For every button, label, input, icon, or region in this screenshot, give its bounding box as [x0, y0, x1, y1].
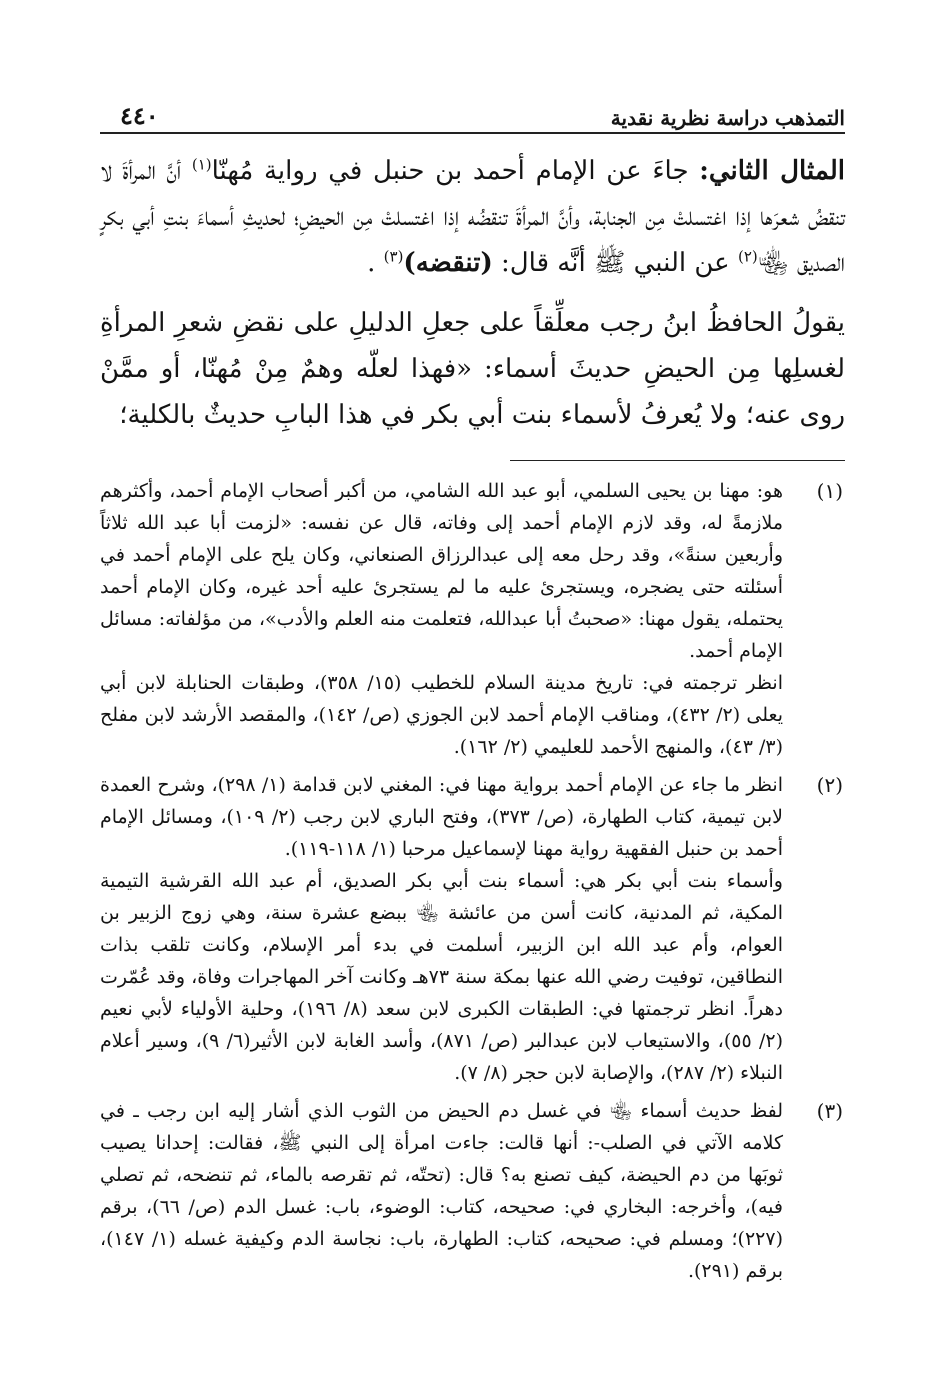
book-page [100, 92, 845, 1362]
page-header [100, 92, 845, 134]
main-text [100, 148, 845, 438]
running-title: التمذهب دراسة نظرية نقدية [610, 106, 845, 130]
footnote-3 [100, 1095, 845, 1287]
paragraph-text: أنَّ المرأةَ لا تنقضُ شعرَها إذا اغتسلتْ مِن الجنابة، وأنَّ المرأةَ تنقضُه إذا اغتسلتْ مِن الحيضِ؛ لحديثِ أسماءَ بنتِ أبي بكرٍ الصديق ﵄ [100, 156, 845, 278]
paragraph-text: . [367, 248, 384, 278]
footnote-paragraph: انظر ما جاء عن الإمام أحمد برواية مهنا في: المغني لابن قدامة (١/ ٢٩٨)، وشرح العمدة لابن تيمية، كتاب الطهارة، (ص/ ٣٧٣)، وفتح الباري لابن رجب (٢/ ١٠٩)، ومسائل الإمام أحمد بن حنبل الفقهية رواية مهنا لإسماعيل مرحبا (١/ ١١٨-١١٩). [100, 774, 783, 860]
footnote-paragraph: انظر ترجمته في: تاريخ مدينة السلام للخطيب (١٥/ ٣٥٨)، وطبقات الحنابلة لابن أبي يعلى (٢/ ٤٣٢)، ومناقب الإمام أحمد لابن الجوزي (ص/ ١٤٢)، والمقصد الأرشد لابن مفلح (٣/ ٤٣)، والمنهج الأحمد للعليمي (٢/ ١٦٢). [100, 672, 783, 758]
paragraph-example-two [100, 148, 845, 286]
footnote-separator [510, 460, 845, 461]
page-number: ٤٤٠ [120, 101, 159, 130]
paragraph-ibn-rajab: يقولُ الحافظُ ابنُ رجب معلِّقاً على جعلِ الدليلِ على نقضِ شعرِ المرأةِ لغسلِها مِن الحيضِ حديثَ أسماء: «فهذا لعلّه وهمٌ مِنْ مُهنّا، أو ممَّنْ روى عنه؛ ولا يُعرفُ لأسماء بنت أبي بكر في هذا البابِ حديثٌ بالكلية؛ [100, 308, 845, 430]
footnote-number: (٣) [816, 1099, 843, 1123]
hadith-quote: (تنقضه) [403, 248, 493, 278]
footnote-ref-1: (١) [191, 155, 212, 174]
footnote-2 [100, 769, 845, 1089]
footnote-paragraph: وأسماء بنت أبي بكر هي: أسماء بنت أبي بكر الصديق، أم عبد الله القرشية التيمية المكية، ثم المدنية، كانت أسن من عائشة ﵄ ببضع عشرة سنة، وهي زوج الزبير بن العوام، وأم عبد الله ابن الزبير، أسلمت في بدء أمر الإسلام، وكانت تلقب بذات النطاقين، توفيت رضي الله عنها بمكة سنة ٧٣هـ وكانت آخر المهاجرات وفاة، وقد عُمّرت دهراً. انظر ترجمتها في: الطبقات الكبرى لابن سعد (٨/ ١٩٦)، وحلية الأولياء لأبي نعيم (٢/ ٥٥)، والاستيعاب لابن عبدالبر (ص/ ٨٧١)، وأسد الغابة لابن الأثير(٦/ ٩)، وسير أعلام النبلاء (٢/ ٢٨٧)، والإصابة لابن حجر (٨/ ٧). [100, 870, 783, 1084]
paragraph-text: عن النبي ﷺ أنَّه قال: [492, 248, 738, 278]
paragraph-text: جاءَ عن الإمام أحمد بن حنبل في رواية مُهنّا [211, 156, 700, 186]
footnotes [100, 475, 845, 1287]
footnote-1 [100, 475, 845, 763]
example-label: المثال الثاني: [699, 156, 845, 186]
footnote-number: (٢) [816, 773, 843, 797]
footnote-ref-3: (٣) [383, 247, 404, 266]
footnote-paragraph: هو: مهنا بن يحيى السلمي، أبو عبد الله الشامي، من أكبر أصحاب الإمام أحمد، وأكثرهم ملازمةً له، وقد لازم الإمام أحمد إلى وفاته، قال عن نفسه: «لزمت أبا عبد الله ثلاثاً وأربعين سنةً»، وقد رحل معه إلى عبدالرزاق الصنعاني، وكان يلح على الإمام أحمد في أسئلته حتى يضجره، ويستجرئ عليه ما لم يستجرئ عليه أحد غيره، وكان الإمام أحمد يحتمله، يقول مهنا: «صحبتُ أبا عبدالله، فتعلمت منه العلم والأدب»، من مؤلفاته: مسائل الإمام أحمد. [100, 480, 783, 662]
footnote-ref-2: (٢) [737, 247, 758, 266]
footnote-number: (١) [816, 479, 843, 503]
footnote-paragraph: لفظ حديث أسماء ﵄ في غسل دم الحيض من الثوب الذي أشار إليه ابن رجب ـ في كلامه الآتي في الصلب-: أنها قالت: جاءت امرأة إلى النبي ﷺ، فقالت: إحدانا يصيب ثوبَها من دم الحيضة، كيف تصنع به؟ قال: (تحتّه، ثم تقرصه بالماء، ثم تنضحه، ثم تصلي فيه)، وأخرجه: البخاري في: صحيحه، كتاب: الوضوء، باب: غسل الدم (ص/ ٦٦)، برقم (٢٢٧)؛ ومسلم في: صحيحه، كتاب: الطهارة، باب: نجاسة الدم وكيفية غسله (١/ ١٤٧)، برقم (٢٩١). [100, 1100, 784, 1282]
